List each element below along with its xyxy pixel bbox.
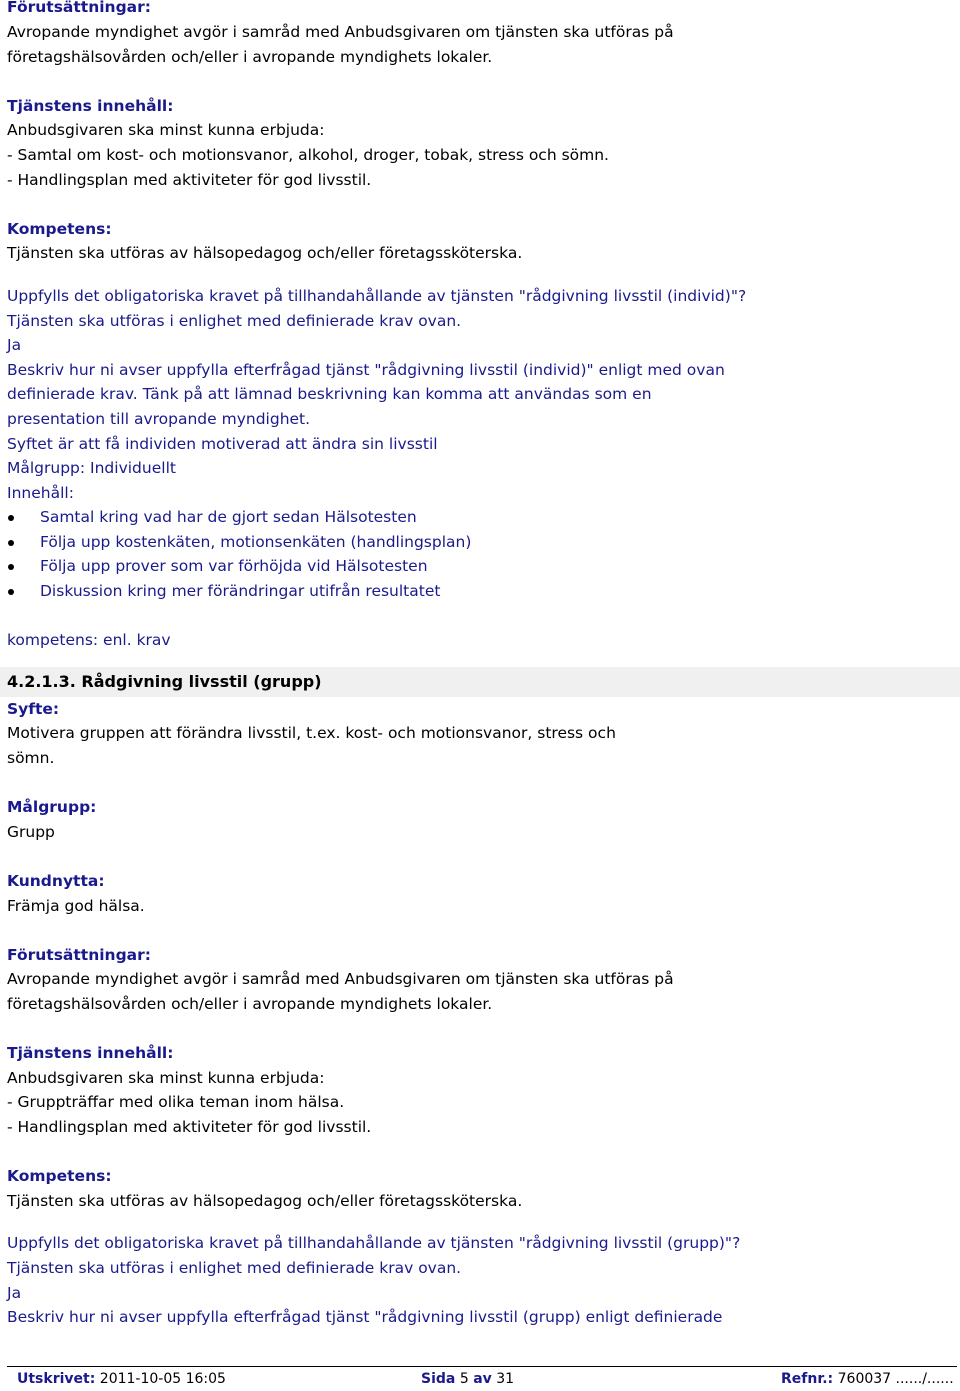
response-line: Innehåll:	[7, 483, 74, 502]
kompetens-text: Tjänsten ska utföras av hälsopedagog och/eller företagssköterska.	[7, 244, 523, 263]
page-number: 5	[459, 1371, 469, 1387]
page-label: Sida	[421, 1371, 456, 1387]
describe-line: Beskriv hur ni avser uppfylla efterfrågad tjänst "rådgivning livsstil (individ)" enligt med ovan	[7, 360, 725, 379]
response-line: Syftet är att få individen motiverad att ändra sin livsstil	[7, 434, 438, 453]
kompetens-label: Kompetens:	[7, 219, 112, 238]
describe-line: presentation till avropande myndighet.	[7, 409, 311, 428]
forutsattningar-label: Förutsättningar:	[7, 945, 151, 964]
printed-info	[17, 1367, 226, 1391]
kompetens-text: Tjänsten ska utföras av hälsopedagog och/eller företagssköterska.	[7, 1191, 523, 1210]
forutsattningar-line: Avropande myndighet avgör i samråd med Anbudsgivaren om tjänsten ska utföras på	[7, 23, 674, 41]
kompetens-label: Kompetens:	[7, 1167, 112, 1186]
section-heading: 4.2.1.3. Rådgivning livsstil (grupp)	[0, 667, 960, 697]
answer-value: Ja	[7, 336, 22, 355]
list-item: Diskussion kring mer förändringar utifrån resultatet	[7, 579, 957, 604]
kompetens-response: kompetens: enl. krav	[7, 631, 171, 650]
describe-line: Beskriv hur ni avser uppfylla efterfrågad tjänst "rådgivning livsstil (grupp) enligt definierade	[7, 1308, 723, 1327]
kundnytta-label: Kundnytta:	[7, 872, 105, 890]
innehall-label: Tjänstens innehåll:	[7, 96, 174, 115]
page-total: 31	[496, 1371, 515, 1387]
forutsattningar-line: Avropande myndighet avgör i samråd med Anbudsgivaren om tjänsten ska utföras på	[7, 970, 674, 989]
requirement-subtext: Tjänsten ska utföras i enlighet med definierade krav ovan.	[7, 1258, 462, 1277]
syfte-line: Motivera gruppen att förändra livsstil, t.ex. kost- och motionsvanor, stress och	[7, 724, 616, 743]
innehall-line: - Handlingsplan med aktiviteter för god livsstil.	[7, 170, 372, 189]
response-line: Målgrupp: Individuellt	[7, 459, 176, 478]
innehall-line: - Gruppträffar med olika teman inom hälsa.	[7, 1093, 345, 1112]
malgrupp-label: Målgrupp:	[7, 798, 97, 817]
describe-line: definierade krav. Tänk på att lämnad beskrivning kan komma att användas som en	[7, 385, 652, 404]
syfte-label: Syfte:	[7, 699, 60, 718]
requirement-question: Uppfylls det obligatoriska kravet på tillhandahållande av tjänsten "rådgivning livsstil (grupp)"?	[7, 1234, 741, 1253]
list-item: Följa upp kostenkäten, motionsenkäten (handlingsplan)	[7, 530, 957, 555]
innehall-line: Anbudsgivaren ska minst kunna erbjuda:	[7, 121, 325, 140]
forutsattningar-line: företagshälsovården och/eller i avropande myndighets lokaler.	[7, 47, 493, 66]
innehall-line: - Handlingsplan med aktiviteter för god livsstil.	[7, 1117, 372, 1136]
syfte-line: sömn.	[7, 749, 55, 768]
list-item: Samtal kring vad har de gjort sedan Hälsotesten	[7, 505, 957, 530]
answer-value: Ja	[7, 1283, 22, 1302]
innehall-line: - Samtal om kost- och motionsvanor, alkohol, droger, tobak, stress och sömn.	[7, 145, 609, 164]
list-item: Följa upp prover som var förhöjda vid Hälsotesten	[7, 554, 957, 579]
innehall-label: Tjänstens innehåll:	[7, 1044, 174, 1063]
printed-value: 2011-10-05 16:05	[99, 1371, 226, 1387]
reference-info	[781, 1367, 954, 1391]
page-info	[421, 1367, 514, 1391]
page-footer	[7, 1366, 957, 1391]
document-page	[7, 0, 957, 1330]
ref-value: 760037 ....../......	[837, 1371, 954, 1387]
forutsattningar-line: företagshälsovården och/eller i avropande myndighets lokaler.	[7, 994, 493, 1013]
forutsattningar-label: Förutsättningar:	[7, 0, 151, 16]
innehall-line: Anbudsgivaren ska minst kunna erbjuda:	[7, 1068, 325, 1087]
printed-label: Utskrivet:	[17, 1371, 96, 1387]
kundnytta-text: Främja god hälsa.	[7, 896, 145, 915]
malgrupp-text: Grupp	[7, 822, 55, 841]
requirement-subtext: Tjänsten ska utföras i enlighet med definierade krav ovan.	[7, 311, 462, 330]
content-bullet-list	[7, 505, 957, 603]
ref-label: Refnr.:	[781, 1371, 834, 1387]
page-of-label: av	[473, 1371, 492, 1387]
requirement-question: Uppfylls det obligatoriska kravet på tillhandahållande av tjänsten "rådgivning livsstil (individ)"?	[7, 286, 747, 305]
